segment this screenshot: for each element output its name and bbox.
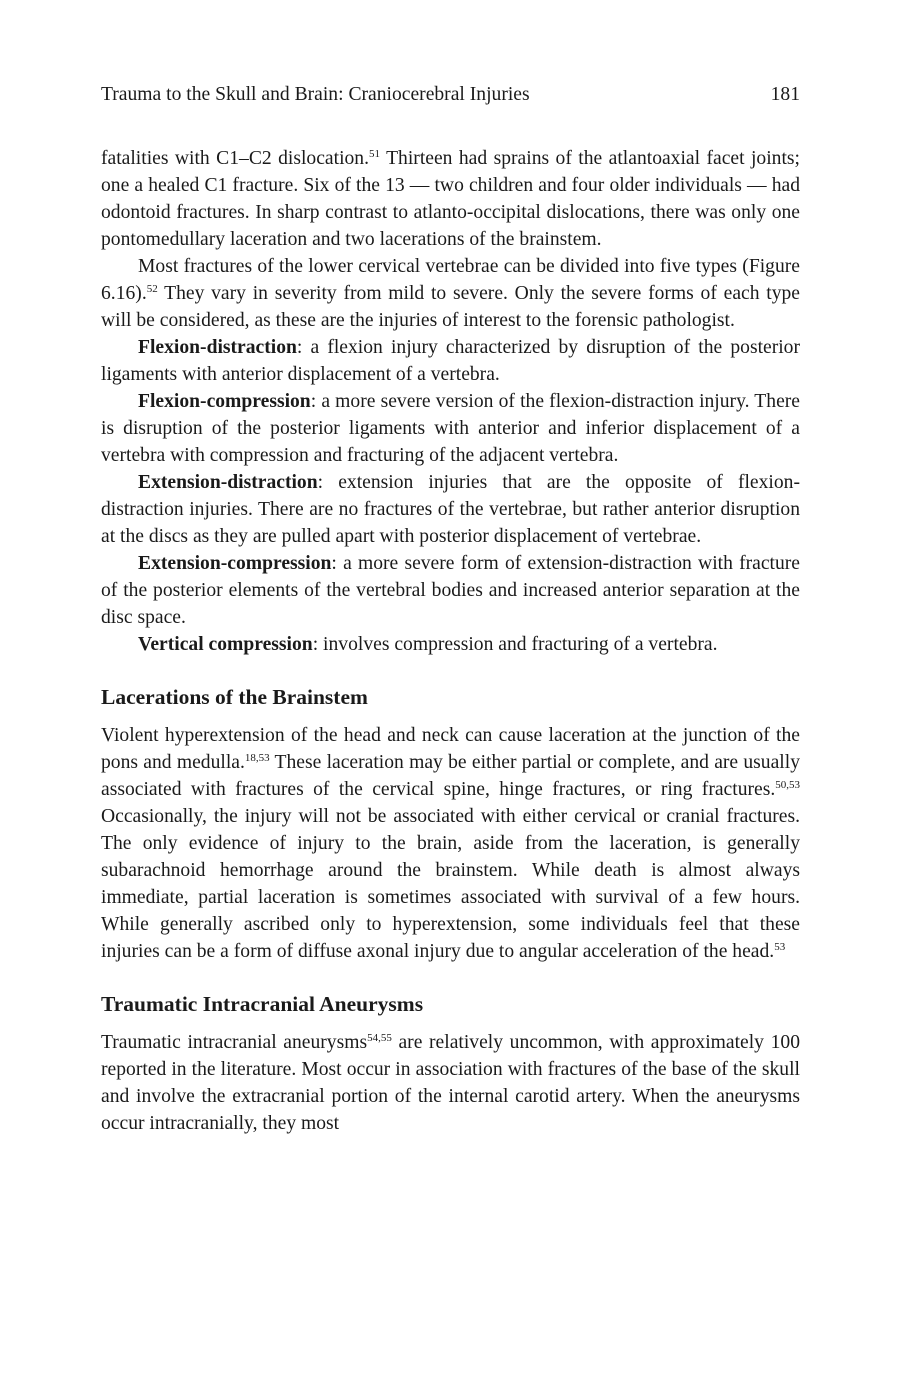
citation: 52 — [146, 283, 158, 295]
running-title: Trauma to the Skull and Brain: Craniocerebral Injuries — [101, 84, 530, 105]
citation: 53 — [774, 941, 786, 953]
fracture-type-item: Extension-distraction: extension injuries that are the opposite of flexion-distraction injuries. There are no fractures of the vertebrae, but rather anterior disruption at the discs as they are pulled apart with posterior displacement of vertebrae. — [101, 472, 800, 547]
fracture-type-item: Flexion-distraction: a flexion injury characterized by disruption of the posterior ligaments with anterior displacement of a vertebra. — [101, 337, 800, 385]
citation: 18,53 — [244, 752, 270, 764]
citation: 51 — [369, 148, 380, 160]
section-heading-aneurysms: Traumatic Intracranial Aneurysms — [101, 992, 424, 1016]
section-heading-brainstem: Lacerations of the Brainstem — [101, 685, 368, 709]
fracture-type-term: Extension-compression — [138, 553, 332, 574]
citation: 54,55 — [367, 1032, 392, 1044]
fracture-type-term: Flexion-distraction — [138, 337, 297, 358]
paragraph-aneurysms: Traumatic intracranial aneurysms$^{54,55}$ are relatively uncommon, with approximately 100 reported in the literature. Most occur in association with fractures of the base of the skull and involve the extracranial portion of the internal carotid artery. When the aneurysms occur intracranially, they most — [101, 1032, 800, 1134]
fracture-type-item: Flexion-compression: a more severe version of the flexion-distraction injury. There is disruption of the posterior ligaments with anterior and inferior displacement of a vertebra with compression and fracturing of the adjacent vertebra. — [101, 391, 800, 466]
fracture-type-term: Extension-distraction — [138, 472, 318, 493]
paragraph-continued: fatalities with C1–C2 dislocation.$^{51}$ Thirteen had sprains of the atlantoaxial facet joints; one a healed C1 fracture. Six of the 13 — two children and four older individuals — had odontoid fractures. In sharp contrast to atlanto-occipital dislocations, there was only one pontomedullary laceration and two lacerations of the brainstem. — [101, 148, 800, 250]
page-number: 181 — [770, 84, 800, 105]
paragraph-fracture-types: Most fractures of the lower cervical vertebrae can be divided into five types (Figure 6.16).$^{52}$ They vary in severity from mild to severe. Only the severe forms of each type will be considered, as these are the injuries of interest to the forensic pathologist. — [101, 256, 800, 331]
page-body — [101, 145, 800, 1137]
fracture-type-item: Extension-compression: a more severe form of extension-distraction with fracture of the posterior elements of the vertebral bodies and increased anterior separation at the disc space. — [101, 553, 800, 628]
fracture-type-term: Flexion-compression — [138, 391, 311, 412]
running-header — [101, 80, 800, 110]
citation: 50,53 — [775, 779, 800, 791]
paragraph-brainstem: Violent hyperextension of the head and neck can cause laceration at the junction of the pons and medulla.$^{18,53}$ These laceration may be either partial or complete, and are usually associated with fractures of the cervical spine, hinge fractures, or ring fractures.$^{50,53}$ Occasionally, the injury will not be associated with either cervical or cranial fractures. The only evidence of injury to the brain, aside from the laceration, is generally subarachnoid hemorrhage around the brainstem. While death is almost always immediate, partial laceration is sometimes associated with survival of a few hours. While generally ascribed only to hyperextension, some individuals feel that these injuries can be a form of diffuse axonal injury due to angular acceleration of the head.$^{53}$ — [101, 725, 800, 962]
fracture-type-term: Vertical compression — [138, 634, 313, 655]
fracture-type-item: Vertical compression: involves compression and fracturing of a vertebra. — [138, 634, 718, 655]
